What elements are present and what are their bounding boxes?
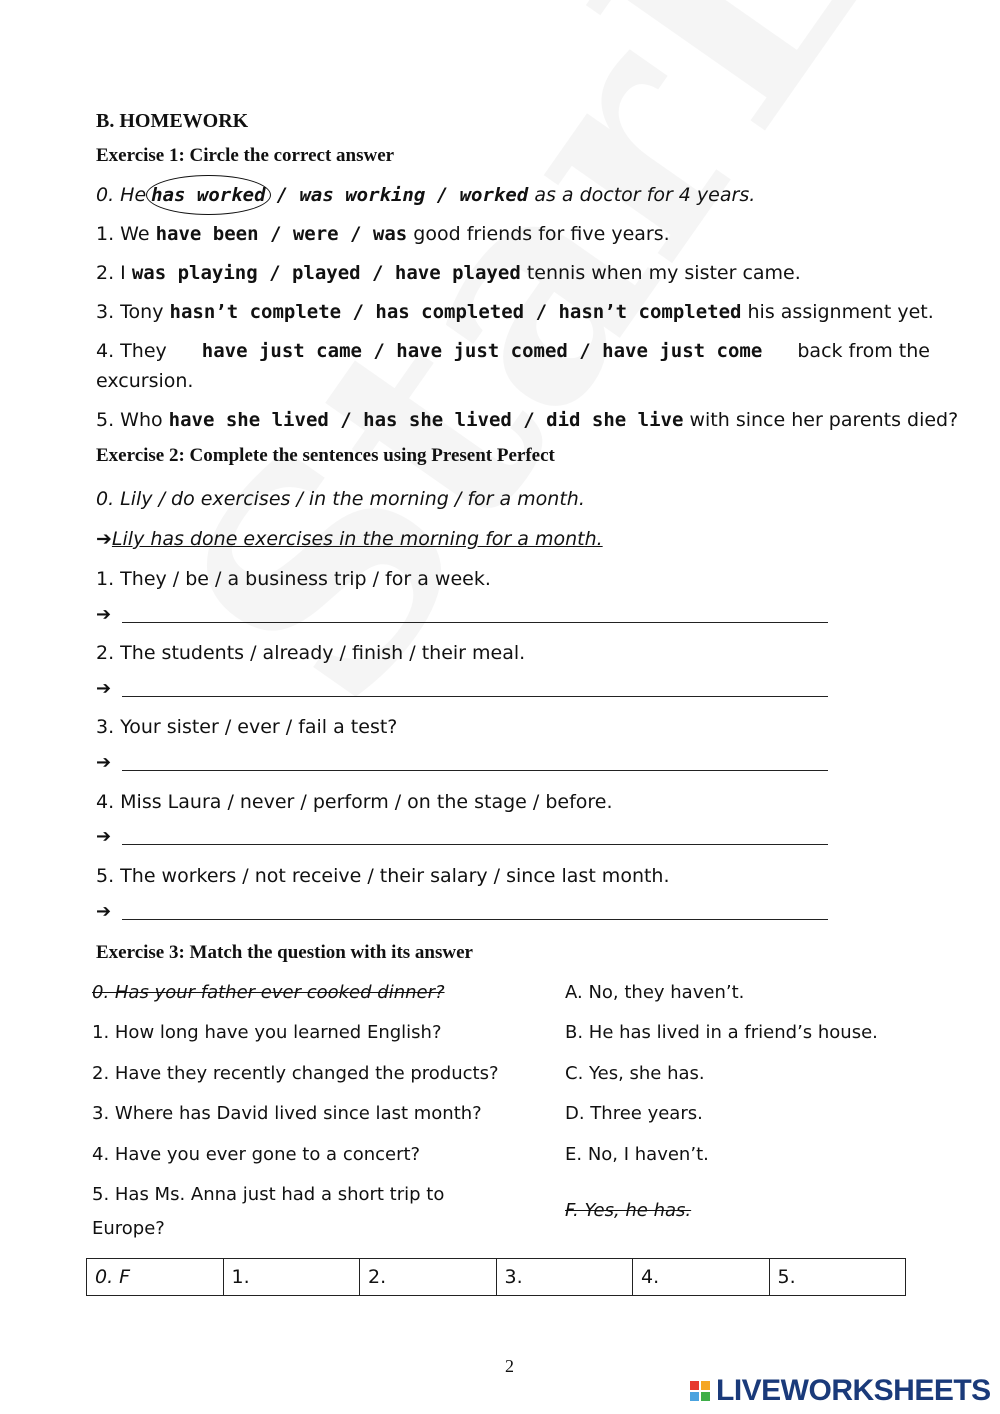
exercise2-example-prompt: 0. Lily / do exercises / in the morning / for a month. [96, 488, 585, 510]
exercise1-item-4-cont: excursion. [96, 370, 194, 392]
logo-mark-icon [690, 1381, 710, 1401]
exercise1-item-3 [96, 301, 934, 323]
exercise1-item-1 [96, 223, 670, 245]
item-tail: tennis when my sister came. [526, 262, 801, 284]
exercise2-item-5: 5. The workers / not receive / their salary / since last month. [96, 865, 670, 887]
example-answer-text: Lily has done exercises in the morning for a month. [111, 528, 603, 550]
answer-line-2[interactable] [96, 672, 828, 702]
exercise2-example-answer [96, 528, 603, 550]
exercise1-example [96, 183, 755, 207]
exercise2-item-3: 3. Your sister / ever / fail a test? [96, 716, 398, 738]
question-5-cont: Europe? [92, 1218, 165, 1239]
example-options: / was working / worked [276, 184, 529, 206]
example-tail: as a doctor for 4 years. [534, 184, 756, 206]
answer-cell-4[interactable]: 4. [633, 1259, 770, 1296]
exercise2-item-1: 1. They / be / a business trip / for a week. [96, 568, 491, 590]
arrow-icon: ➔ [96, 678, 112, 699]
answer-line-3[interactable] [96, 746, 828, 776]
exercise2-item-4: 4. Miss Laura / never / perform / on the stage / before. [96, 791, 613, 813]
exercise1-item-2 [96, 262, 801, 284]
exercise1-title: Exercise 1: Circle the correct answer [96, 145, 395, 166]
answer-cell-5[interactable]: 5. [769, 1259, 906, 1296]
answer-line-4[interactable] [96, 820, 828, 850]
answer-line-5[interactable] [96, 895, 828, 925]
answer-F: F. Yes, he has. [565, 1200, 692, 1221]
item-options[interactable]: hasn’t complete / has completed / hasn’t completed [169, 301, 742, 323]
item-tail: back from the [797, 340, 930, 362]
exercise2-item-2: 2. The students / already / finish / their meal. [96, 642, 526, 664]
item-options[interactable]: was playing / played / have played [131, 262, 521, 284]
exercise3-title: Exercise 3: Match the question with its answer [96, 942, 473, 963]
item-options[interactable]: have just came / have just comed / have just come [201, 340, 763, 362]
question-3: 3. Where has David lived since last month? [92, 1103, 482, 1124]
logo-text: LIVEWORKSHEETS [716, 1374, 991, 1407]
item-lead: 5. Who [96, 409, 163, 431]
answer-line-1[interactable] [96, 598, 828, 628]
answer-cell-1[interactable]: 1. [223, 1259, 360, 1296]
answer-A: A. No, they haven’t. [565, 982, 745, 1003]
liveworksheets-logo[interactable] [690, 1374, 991, 1408]
circled-answer[interactable]: has worked [146, 175, 270, 215]
answer-cell-3[interactable]: 3. [496, 1259, 633, 1296]
section-title: B. HOMEWORK [96, 110, 249, 132]
answer-E: E. No, I haven’t. [565, 1144, 709, 1165]
page-number: 2 [505, 1356, 514, 1376]
question-1: 1. How long have you learned English? [92, 1022, 442, 1043]
answer-table-row [87, 1259, 906, 1296]
item-lead: 4. They [96, 340, 167, 362]
answer-C: C. Yes, she has. [565, 1063, 705, 1084]
question-5: 5. Has Ms. Anna just had a short trip to [92, 1184, 445, 1205]
answer-cell-2[interactable]: 2. [360, 1259, 497, 1296]
arrow-icon: ➔ [96, 752, 112, 773]
exercise1-item-4 [96, 340, 930, 362]
arrow-icon: ➔ [96, 528, 112, 550]
example-lead: 0. He [96, 184, 147, 206]
arrow-icon: ➔ [96, 604, 112, 625]
answer-table [86, 1258, 906, 1296]
answer-B: B. He has lived in a friend’s house. [565, 1022, 878, 1043]
arrow-icon: ➔ [96, 901, 112, 922]
question-0: 0. Has your father ever cooked dinner? [92, 982, 445, 1003]
item-tail: his assignment yet. [747, 301, 934, 323]
item-options[interactable]: have she lived / has she lived / did she live [168, 409, 684, 431]
exercise1-item-5 [96, 409, 958, 431]
item-lead: 3. Tony [96, 301, 164, 323]
arrow-icon: ➔ [96, 826, 112, 847]
question-2: 2. Have they recently changed the products? [92, 1063, 499, 1084]
answer-cell-0: 0. F [87, 1259, 224, 1296]
question-4: 4. Have you ever gone to a concert? [92, 1144, 421, 1165]
item-tail: with since her parents died? [689, 409, 959, 431]
answer-D: D. Three years. [565, 1103, 703, 1124]
item-options[interactable]: have been / were / was [155, 223, 408, 245]
item-tail: good friends for five years. [413, 223, 670, 245]
item-lead: 1. We [96, 223, 150, 245]
exercise2-title: Exercise 2: Complete the sentences using Present Perfect [96, 445, 555, 466]
item-lead: 2. I [96, 262, 126, 284]
